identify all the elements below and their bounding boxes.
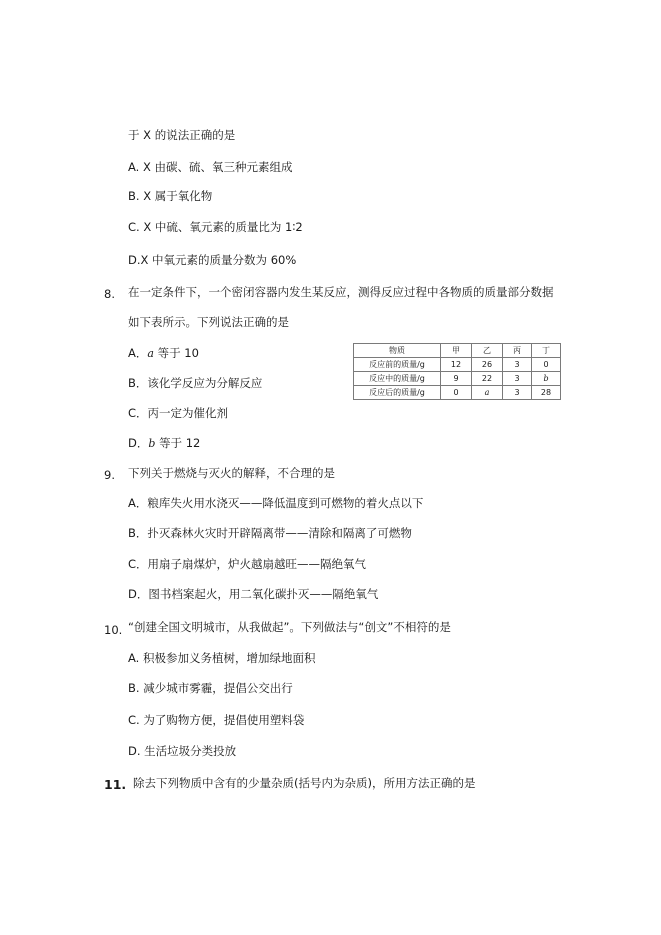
q7-option-a: A. X 由碳、硫、氧三种元素组成: [128, 160, 293, 174]
table-cell: 乙: [472, 344, 503, 358]
q8-option-d: D．b 等于 12: [128, 436, 201, 450]
table-cell: 22: [472, 372, 503, 386]
table-row: [354, 358, 561, 372]
table-cell: 丙: [503, 344, 532, 358]
q7-option-c: C. X 中硫、氧元素的质量比为 1∶2: [128, 220, 303, 234]
q11-number: 11.: [104, 777, 127, 792]
table-cell: 反应后的质量/g: [354, 386, 441, 400]
table-row: [354, 372, 561, 386]
q9-stem: 下列关于燃烧与灭火的解释，不合理的是: [128, 466, 335, 480]
q10-number: 10.: [104, 623, 123, 637]
q9-option-b: B．扑灭森林火灾时开辟隔离带——清除和隔离了可燃物: [128, 526, 412, 540]
table-cell: 9: [441, 372, 472, 386]
q8-option-a: A．a 等于 10: [128, 346, 199, 360]
q10-option-c: C. 为了购物方便，提倡使用塑料袋: [128, 713, 305, 727]
table-row: [354, 386, 561, 400]
table-cell: 3: [503, 358, 532, 372]
q10-stem: “创建全国文明城市，从我做起”。下列做法与“创文”不相符的是: [128, 620, 451, 634]
q9-option-a: A．粮库失火用水浇灭——降低温度到可燃物的着火点以下: [128, 496, 424, 510]
q7-option-d: D.X 中氧元素的质量分数为 60%: [128, 253, 297, 267]
table-cell: 0: [532, 358, 561, 372]
q8-option-b: B．该化学反应为分解反应: [128, 376, 263, 390]
table-cell: 28: [532, 386, 561, 400]
table-cell: 12: [441, 358, 472, 372]
table-cell: 26: [472, 358, 503, 372]
q10-option-a: A. 积极参加义务植树，增加绿地面积: [128, 651, 316, 665]
q10-option-d: D. 生活垃圾分类投放: [128, 744, 237, 758]
table-cell: 3: [503, 386, 532, 400]
q10-option-b: B. 减少城市雾霾，提倡公交出行: [128, 681, 293, 695]
table-cell: 反应中的质量/g: [354, 372, 441, 386]
table-cell: 3: [503, 372, 532, 386]
q7-option-b: B. X 属于氧化物: [128, 189, 213, 203]
table-cell: b: [532, 372, 561, 386]
q7-stem-tail: 于 X 的说法正确的是: [128, 128, 236, 142]
q8-stem-line1: 在一定条件下，一个密闭容器内发生某反应，测得反应过程中各物质的质量部分数据: [128, 285, 554, 299]
q8-mass-table: [353, 343, 561, 400]
q9-number: 9.: [104, 468, 115, 482]
q8-stem-line2: 如下表所示。下列说法正确的是: [128, 315, 289, 329]
table-cell: 甲: [441, 344, 472, 358]
table-cell: 物质: [354, 344, 441, 358]
q9-option-d: D．图书档案起火，用二氧化碳扑灭——隔绝氧气: [128, 587, 379, 601]
table-cell: 丁: [532, 344, 561, 358]
table-cell: 反应前的质量/g: [354, 358, 441, 372]
q8-option-c: C．丙一定为催化剂: [128, 406, 229, 420]
table-header-row: [354, 344, 561, 358]
q8-number: 8.: [104, 287, 115, 301]
q11-stem: 除去下列物质中含有的少量杂质(括号内为杂质)，所用方法正确的是: [133, 776, 476, 790]
table-cell: a: [472, 386, 503, 400]
q9-option-c: C．用扇子扇煤炉，炉火越扇越旺——隔绝氧气: [128, 557, 367, 571]
table-cell: 0: [441, 386, 472, 400]
